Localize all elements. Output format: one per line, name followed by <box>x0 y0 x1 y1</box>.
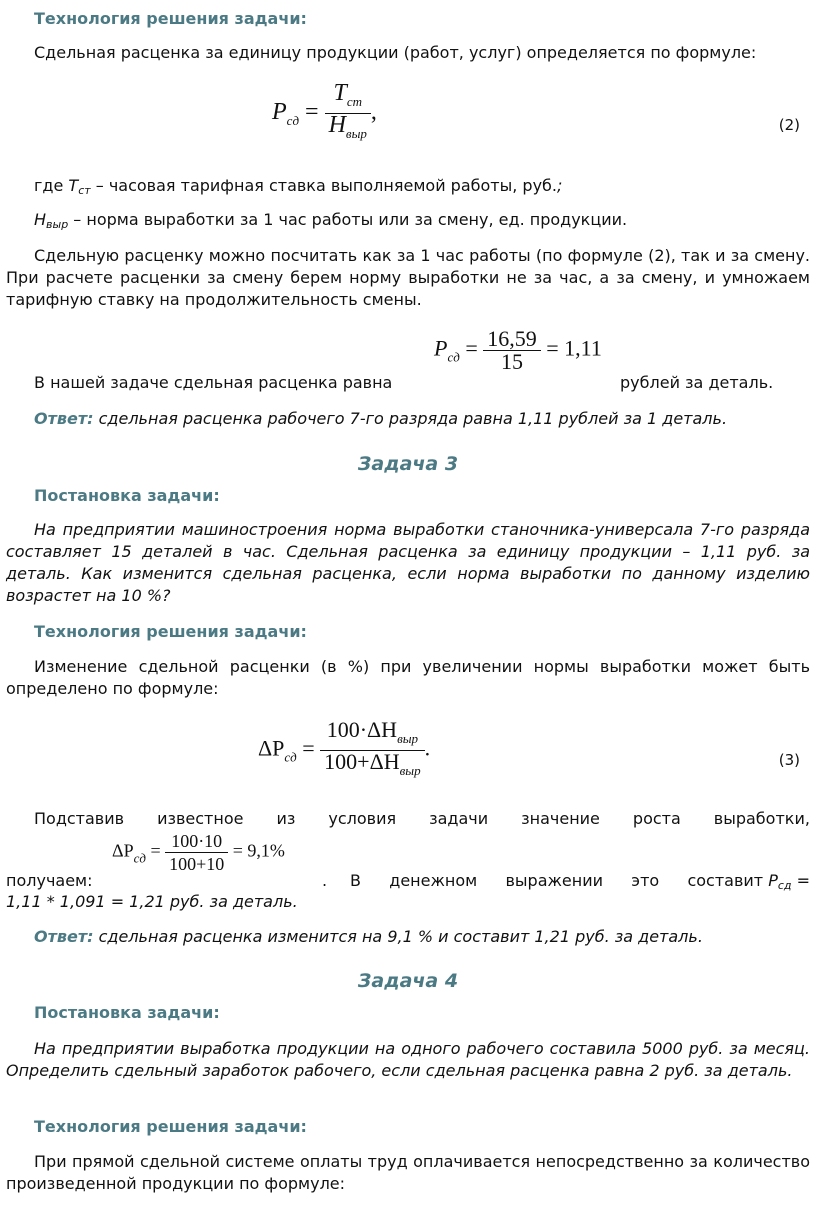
word: выражении <box>505 871 604 890</box>
t-subscript: ст <box>78 184 91 197</box>
t-description: – часовая тарифная ставка выполняемой работы, руб. <box>90 176 557 195</box>
word: роста <box>632 809 681 828</box>
word: выработки, <box>713 809 810 828</box>
t-symbol: T <box>68 176 79 195</box>
got-prefix: получаем: <box>6 871 93 890</box>
fraction-numerator: T <box>333 80 347 106</box>
formula-intro: Изменение сдельной расценки (в %) при увеличении нормы выработки может быть определено по формуле: <box>6 657 810 698</box>
word: условия <box>328 809 397 828</box>
answer-3 <box>34 926 703 948</box>
p-subscript: сд <box>777 879 792 892</box>
fraction-denominator: 100+10 <box>169 854 225 874</box>
h-symbol: Н <box>34 210 47 229</box>
problem-heading: Постановка задачи: <box>34 1003 220 1022</box>
word: В <box>350 871 361 890</box>
formula-symbol: P <box>272 99 287 126</box>
fraction-numerator: 16,59 <box>483 328 541 351</box>
calc-prefix: В нашей задаче сдельная расценка равна <box>34 373 393 392</box>
formula-symbol: ΔP <box>258 735 285 761</box>
fraction-numerator: 100·10 <box>165 830 228 853</box>
word: из <box>276 809 296 828</box>
task-4-title: Задача 4 <box>357 970 459 992</box>
p-symbol: Р <box>768 871 778 890</box>
problem-text: На предприятии выработка продукции на одного рабочего составила 5000 руб. за месяц. Определить сдельный заработок рабочего, если сдельная расценка равна 2 руб. за деталь. <box>6 1039 810 1080</box>
t-end: ; <box>557 176 563 195</box>
formula-3 <box>258 719 430 782</box>
word: составит <box>687 871 764 890</box>
word: задачи <box>429 809 489 828</box>
equation-number-3: (3) <box>778 751 800 769</box>
formula-subscript: сд <box>447 349 460 365</box>
formula-intro: При прямой сдельной системе оплаты труд оплачивается непосредственно за количество произведенной продукции по формуле: <box>6 1152 810 1193</box>
formula-equals: = <box>150 840 161 861</box>
word: значение <box>521 809 600 828</box>
formula-fraction <box>483 328 541 373</box>
formula-fraction <box>320 719 424 782</box>
calculation-note: Сдельную расценку можно посчитать как за 1 час работы (по формуле (2), так и за смену. При расчете расценки за смену берем норму выработки не за час, а за смену, и умножаем тарифную ставку на продолжительность смены. <box>6 246 810 309</box>
where-line-t <box>34 175 562 202</box>
equation-number-2: (2) <box>778 116 800 134</box>
fraction-denominator: H <box>328 112 346 138</box>
word: известное <box>157 809 244 828</box>
fraction-denominator: 15 <box>500 349 523 374</box>
formula-subscript: сд <box>284 749 297 765</box>
formula-symbol: P <box>434 335 448 361</box>
problem-text: На предприятии машиностроения норма выработки станочника-универсала 7-го разряда составляет 15 деталей в час. Сдельная расценка за единицу продукции – 1,11 руб. за деталь. Как изменится сдельная расценка, если норма выработки по данному изделию возрастет на 10 %? <box>6 520 810 605</box>
denominator-subscript: выр <box>345 126 367 141</box>
money-equals: = <box>791 871 810 890</box>
where-prefix: где <box>34 176 69 195</box>
solution-heading: Технология решения задачи: <box>34 1117 307 1136</box>
formula-subscript: сд <box>286 113 300 129</box>
word: денежном <box>389 871 478 890</box>
calc-suffix: рублей за деталь. <box>620 373 774 392</box>
where-line-h <box>34 209 627 236</box>
answer-label: Ответ: <box>34 927 94 946</box>
word: Подставив <box>34 809 125 828</box>
word: это <box>631 871 660 890</box>
got-suffix: . <box>322 871 328 890</box>
solution-heading: Технология решения задачи: <box>34 622 307 641</box>
problem-heading: Постановка задачи: <box>34 486 220 505</box>
formula-result: = 1,11 <box>546 335 602 361</box>
answer-label: Ответ: <box>34 409 94 428</box>
formula-equals: = <box>465 335 478 361</box>
denominator-subscript: выр <box>399 763 421 778</box>
substitution-line <box>34 808 810 830</box>
numerator-subscript: ст <box>346 94 362 109</box>
h-description: – норма выработки за 1 час работы или за смену, ед. продукции. <box>68 210 628 229</box>
formula-symbol: ΔP <box>112 840 134 861</box>
fraction-numerator: 100·ΔH <box>326 717 398 742</box>
money-result: 1,11 * 1,091 = 1,21 руб. за деталь. <box>6 892 298 911</box>
formula-equals: = <box>302 735 315 761</box>
formula-comma: , <box>370 99 377 126</box>
formula-fraction <box>165 830 228 875</box>
fraction-denominator: 100+ΔH <box>324 749 400 774</box>
section-heading: Технология решения задачи: <box>34 9 307 28</box>
task-3-title: Задача 3 <box>357 453 459 475</box>
numerator-subscript: выр <box>397 731 419 746</box>
formula-equals: = <box>305 99 319 126</box>
answer-text: сдельная расценка изменится на 9,1 % и составит 1,21 руб. за деталь. <box>93 927 703 946</box>
formula-subscript: сд <box>133 850 146 866</box>
money-line <box>350 870 810 897</box>
answer-1 <box>34 408 727 430</box>
h-subscript: выр <box>46 218 69 231</box>
formula-period: . <box>424 735 431 761</box>
calc-formula <box>434 328 602 373</box>
formula-2 <box>272 82 377 145</box>
calc-formula-3 <box>112 830 285 875</box>
formula-intro: Сдельная расценка за единицу продукции (работ, услуг) определяется по формуле: <box>34 43 757 62</box>
formula-result: = 9,1% <box>232 840 285 861</box>
answer-text: сдельная расценка рабочего 7-го разряда равна 1,11 рублей за 1 деталь. <box>93 409 728 428</box>
formula-fraction <box>325 82 371 145</box>
